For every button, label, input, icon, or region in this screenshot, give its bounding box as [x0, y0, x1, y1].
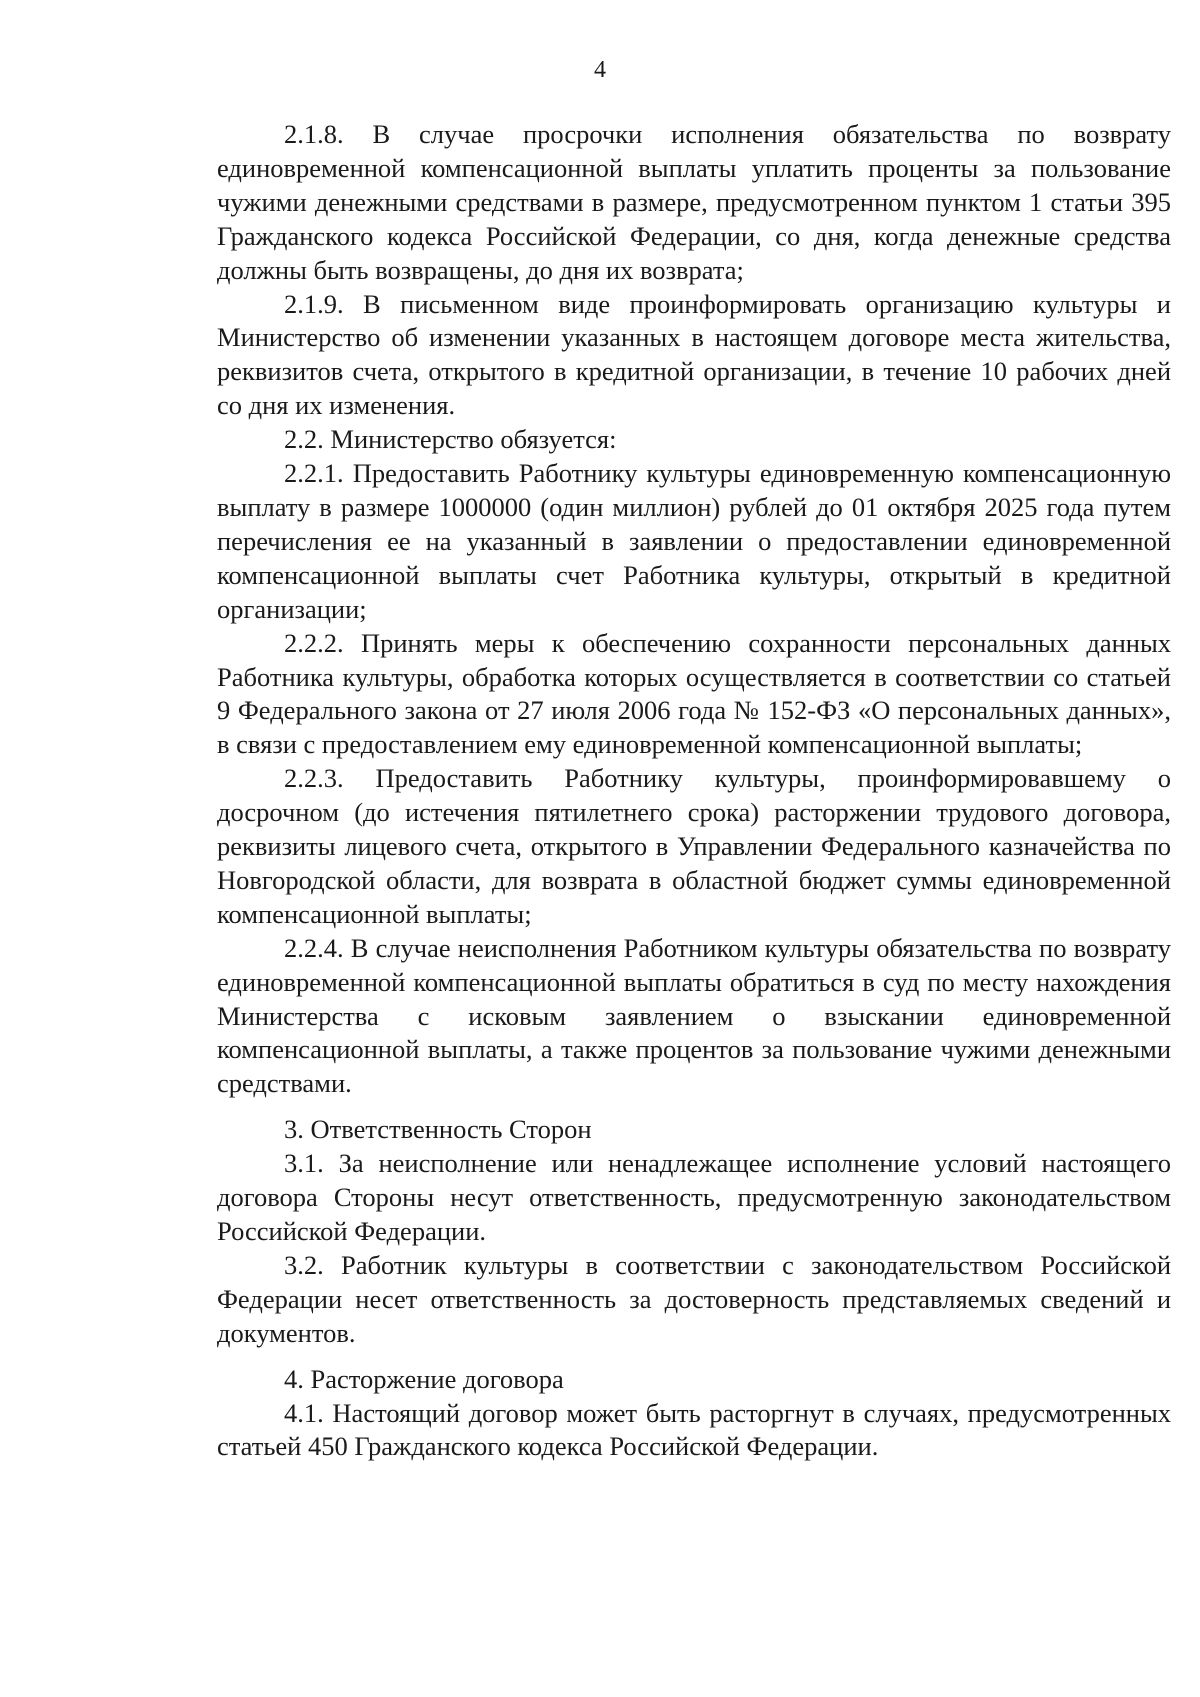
paragraph-3-2: 3.2. Работник культуры в соответствии с законодательством Российской Федерации несет ответственность за достоверность представляемых сведений и документов.: [217, 1249, 1171, 1348]
paragraph-2-1-8: 2.1.8. В случае просрочки исполнения обязательства по возврату единовременной компенсационной выплаты уплатить проценты за пользование чужими денежными средствами в размере, предусмотренном пунктом 1 статьи 395 Гражданского кодекса Российской Федерации, со дня, когда денежные средства должны быть возвращены, до дня их возврата;: [217, 119, 1171, 285]
section-heading-3: 3. Ответственность Сторон: [284, 1114, 592, 1145]
paragraph-2-2-2: 2.2.2. Принять меры к обеспечению сохранности персональных данных Работника культуры, обработка которых осуществляется в соответствии со статьей 9 Федерального закона от 27 июля 2006 года № 152-ФЗ «О персональных данных», в связи с предоставлением ему единовременной компенсационной выплаты;: [217, 627, 1171, 760]
paragraph-2-1-9: 2.1.9. В письменном виде проинформировать организацию культуры и Министерство об изменении указанных в настоящем договоре места жительства, реквизитов счета, открытого в кредитной организации, в течение 10 рабочих дней со дня их изменения.: [217, 288, 1171, 421]
paragraph-2-2-3: 2.2.3. Предоставить Работнику культуры, проинформировавшему о досрочном (до истечения пятилетнего срока) расторжении трудового договора, реквизиты лицевого счета, открытого в Управлении Федерального казначейства по Новгородской области, для возврата в областной бюджет суммы единовременной компенсационной выплаты;: [217, 763, 1171, 929]
paragraph-3-1: 3.1. За неисполнение или ненадлежащее исполнение условий настоящего договора Стороны несут ответственность, предусмотренную законодательством Российской Федерации.: [217, 1148, 1171, 1246]
section-heading-4: 4. Расторжение договора: [284, 1363, 564, 1394]
paragraph-2-2-1: 2.2.1. Предоставить Работнику культуры единовременную компенсационную выплату в размере 1000000 (один миллион) рублей до 01 октября 2025 года путем перечисления ее на указанный в заявлении о предоставлении единовременной компенсационной выплаты счет Работника культуры, открытый в кредитной организации;: [217, 458, 1171, 624]
page-number: 4: [594, 57, 606, 83]
paragraph-2-2: 2.2. Министерство обязуется:: [284, 424, 617, 455]
document-body: [217, 118, 1171, 1464]
paragraph-2-2-4: 2.2.4. В случае неисполнения Работником культуры обязательства по возврату единовременной компенсационной выплаты обратиться в суд по месту нахождения Министерства с исковым заявлением о взыскании единовременной компенсационной выплаты, а также процентов за пользование чужими денежными средствами.: [217, 932, 1171, 1099]
paragraph-4-1: 4.1. Настоящий договор может быть расторгнут в случаях, предусмотренных статьей 450 Гражданского кодекса Российской Федерации.: [217, 1397, 1171, 1462]
